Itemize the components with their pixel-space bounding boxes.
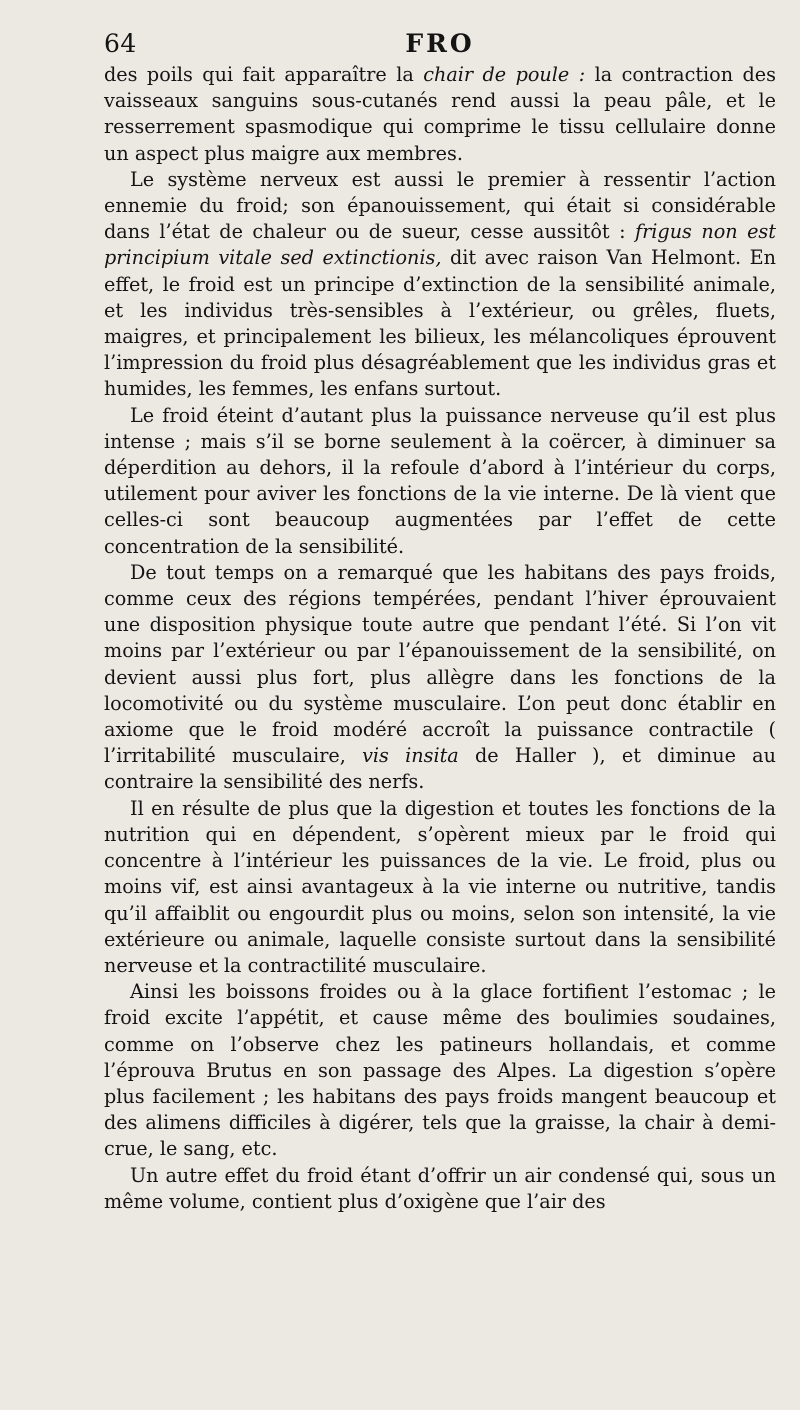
text-run: Le froid éteint d’autant plus la puissance nerveuse qu’il est plus intense ; mais s’il se borne seulement à la coërcer, à diminuer sa déperdition au dehors, il la refoule d’abord à l’intérieur du corps, utilement pour aviver les fonctions de la vie interne. De là vient que celles-ci sont beaucoup augmentées par l’effet de cette concentration de la sensibilité. (104, 403, 776, 558)
page-header (104, 26, 776, 62)
paragraph (104, 1163, 776, 1215)
page-number: 64 (104, 29, 137, 58)
text-run: Un autre effet du froid étant d’offrir un air condensé qui, sous un même volume, contient plus d’oxigène que l’air des (104, 1163, 776, 1213)
italic-text: frigus non est principium vitale sed extinctionis, (104, 220, 776, 270)
text-run: de Haller ), et diminue au contraire la sensibilité des nerfs. (104, 744, 776, 794)
paragraph (104, 167, 776, 403)
italic-text: vis insita (362, 744, 459, 768)
paragraph (104, 796, 776, 979)
italic-text: chair de poule : (423, 63, 586, 86)
paragraph (104, 403, 776, 560)
text-run: Ainsi les boissons froides ou à la glace fortifient l’estomac ; le froid excite l’appétit, et cause même des boulimies soudaines, comme on l’observe chez les patineurs hollandais, et comme l’éprouva Brutus en son passage des Alpes. La digestion s’opère plus facilement ; les habitans des pays froids mangent beaucoup et des alimens difficiles à digérer, tels que la graisse, la chair à demi-crue, le sang, etc. (104, 980, 776, 1161)
paragraph (104, 62, 776, 167)
running-head: FRO (405, 29, 475, 58)
text-run: Il en résulte de plus que la digestion et toutes les fonctions de la nutrition qui en dépendent, s’opèrent mieux par le froid qui concentre à l’intérieur les puissances de la vie. Le froid, plus ou moins vif, est ainsi avantageux à la vie interne ou nutritive, tandis qu’il affaiblit ou engourdit plus ou moins, selon son intensité, la vie extérieure ou animale, laquelle consiste surtout dans la sensibilité nerveuse et la contractilité musculaire. (104, 796, 776, 977)
text-run: dit avec raison Van Helmont. En effet, le froid est un principe d’extinction de la sensibilité animale, et les individus très-sensibles à l’extérieur, ou grêles, fluets, maigres, et principalement les bilieux, les mélancoliques éprouvent l’impression du froid plus désagréablement que les individus gras et humides, les femmes, les enfans surtout. (104, 246, 776, 401)
text-run: des poils qui fait apparaître la (104, 63, 424, 86)
text-run: Le système nerveux est aussi le premier à ressentir l’action ennemie du froid; son épanouissement, qui était si considérable dans l’état de chaleur ou de sueur, cesse aussitôt : (104, 167, 776, 244)
paragraph (104, 560, 776, 796)
text-run: De tout temps on a remarqué que les habitans des pays froids, comme ceux des régions tempérées, pendant l’hiver éprouvaient une disposition physique toute autre que pendant l’été. Si l’on vit moins par l’extérieur ou par l’épanouissement de la sensibilité, on devient aussi plus fort, plus allègre dans les fonctions de la locomotivité ou du système musculaire. L’on peut donc établir en axiome que le froid modéré accroît la puissance contractile ( l’irritabilité musculaire, (104, 560, 776, 768)
body-text (104, 62, 776, 1215)
paragraph (104, 979, 776, 1162)
text-run: la contraction des vaisseaux sanguins sous-cutanés rend aussi la peau pâle, et le resserrement spasmodique qui comprime le tissu cellulaire donne un aspect plus maigre aux membres. (104, 63, 776, 165)
